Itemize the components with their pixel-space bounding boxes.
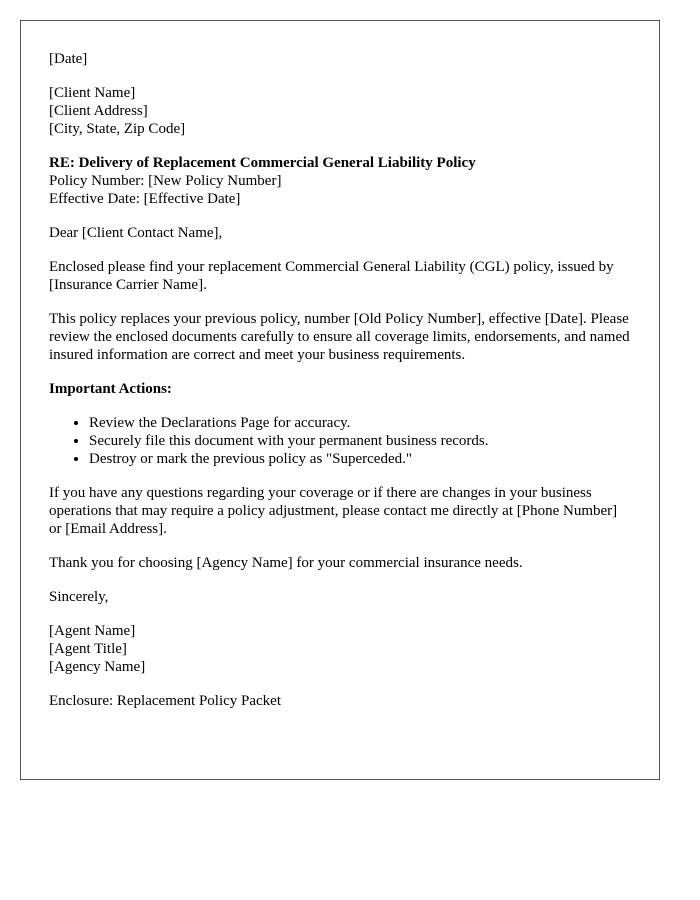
agent-name: [Agent Name] bbox=[49, 623, 136, 639]
signature-block bbox=[49, 622, 631, 676]
actions-list bbox=[49, 414, 631, 468]
client-name: [Client Name] bbox=[49, 85, 136, 101]
client-address: [Client Address] bbox=[49, 103, 148, 119]
policy-number: Policy Number: [New Policy Number] bbox=[49, 173, 282, 189]
enclosure-line: Enclosure: Replacement Policy Packet bbox=[49, 693, 282, 709]
date-block bbox=[49, 50, 631, 68]
action-item: • Securely file this document with your permanent business records. bbox=[89, 432, 631, 450]
subject-block bbox=[49, 154, 631, 208]
closing: Sincerely, bbox=[49, 589, 109, 605]
replacement-paragraph: This policy replaces your previous policy, number [Old Policy Number], effective [Date]. Please review the enclosed documents carefully to ensure all coverage limits, endorsements, and named insured information are correct and meet your business requirements. bbox=[49, 311, 630, 363]
intro-paragraph: Enclosed please find your replacement Commercial General Liability (CGL) policy, issued by [Insurance Carrier Name]. bbox=[49, 259, 614, 293]
actions-heading: Important Actions: bbox=[49, 381, 172, 397]
effective-date: Effective Date: [Effective Date] bbox=[49, 191, 241, 207]
letter-date: [Date] bbox=[49, 51, 88, 67]
subject-re-line: RE: Delivery of Replacement Commercial General Liability Policy bbox=[49, 155, 476, 171]
agency-name: [Agency Name] bbox=[49, 659, 146, 675]
action-item: • Review the Declarations Page for accuracy. bbox=[89, 414, 631, 432]
questions-paragraph: If you have any questions regarding your coverage or if there are changes in your business operations that may require a policy adjustment, please contact me directly at [Phone Number] or [Email Address]. bbox=[49, 485, 618, 537]
letter-page bbox=[20, 20, 660, 780]
recipient-address-block bbox=[49, 84, 631, 138]
agent-title: [Agent Title] bbox=[49, 641, 127, 657]
thanks-paragraph: Thank you for choosing [Agency Name] for your commercial insurance needs. bbox=[49, 555, 523, 571]
client-city-state-zip: [City, State, Zip Code] bbox=[49, 121, 186, 137]
salutation: Dear [Client Contact Name], bbox=[49, 225, 223, 241]
action-item: • Destroy or mark the previous policy as "Superceded." bbox=[89, 450, 631, 468]
